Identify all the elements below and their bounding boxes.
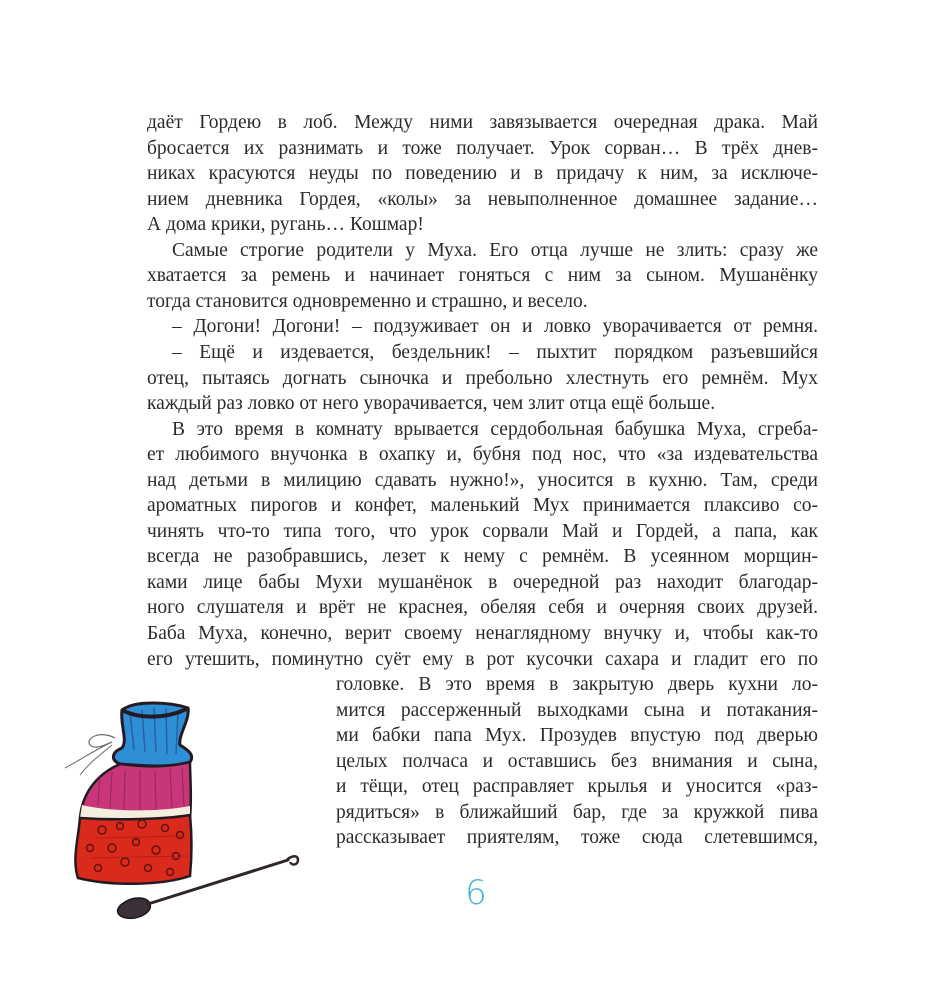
text-line: чинять что-то типа того, что урок сорвали Май и Гордей, а папа, как: [147, 520, 818, 542]
text-line: ароматных пирогов и конфет, маленький Мух принимается плаксиво со-: [147, 495, 818, 517]
text-line: – Ещё и издевается, бездельник! – пыхтит порядком разъевшийся: [172, 341, 818, 363]
page-number: 6: [465, 873, 487, 913]
text-line: ет любимого внучонка в охапку и, бубня под нос, что «за издевательства: [147, 444, 818, 466]
text-line: ми бабки папа Мух. Прозудев впустую под дверью: [336, 725, 818, 747]
text-line: никах красуются неуды по поведению и в придачу к ним, за исключе-: [147, 163, 818, 185]
text-line: тогда становится одновременно и страшно, и весело.: [147, 290, 588, 312]
text-line: всегда не разобравшись, лезет к нему с ремнём. В усеянном морщин-: [147, 546, 818, 568]
text-line: над детьми в милицию сдавать нужно!», уносится в кухню. Там, среди: [147, 469, 818, 491]
text-line: нием дневника Гордея, «колы» за невыполненное домашнее задание…: [147, 188, 818, 210]
text-line: бросается их разнимать и тоже получает. Урок сорван… В трёх днев-: [147, 137, 818, 159]
text-line: целых полчаса и оставшись без внимания и сына,: [336, 750, 818, 772]
text-line: В это время в комнату врывается сердобольная бабушка Муха, сгреба-: [172, 418, 818, 440]
text-line: Самые строгие родители у Муха. Его отца лучше не злить: сразу же: [172, 239, 818, 261]
text-line: – Догони! Догони! – подзуживает он и ловко уворачивается от ремня.: [172, 316, 818, 338]
text-line: Баба Муха, конечно, верит своему ненаглядному внучку и, чтобы как-то: [147, 623, 818, 644]
text-line: головке. В это время в закрытую дверь кухни ло-: [336, 674, 818, 696]
text-line: ками лице бабы Мухи мушанёнок в очередной раз находит благодар-: [147, 571, 818, 593]
text-line: отец, пытаясь догнать сыночка и пребольно хлестнуть его ремнём. Мух: [147, 367, 818, 389]
text-line: хватается за ремень и начинает гоняться с ним за сыном. Мушанёнку: [147, 265, 818, 287]
jam-jar-illustration: [50, 690, 320, 930]
text-line: ного слушателя и врёт не краснея, обеляя себя и очерняя своих друзей.: [147, 597, 818, 619]
text-line: и тёщи, отец расправляет крылья и уносится «раз-: [336, 776, 818, 798]
jam-jar-icon: [65, 703, 192, 884]
text-line: даёт Гордею в лоб. Между ними завязывается очередная драка. Май: [147, 112, 818, 133]
text-line: мится рассерженный выходками сына и потакания-: [336, 699, 818, 721]
text-line: рядиться» в ближайший бар, где за кружкой пива: [336, 801, 818, 823]
text-line: каждый раз ловко от него уворачивается, чем злит отца ещё больше.: [147, 393, 716, 415]
text-line: рассказывает приятелям, тоже сюда слетевшимся,: [336, 827, 818, 849]
text-line: его утешить, поминутно суёт ему в рот кусочки сахара и гладит его по: [147, 648, 818, 670]
text-line: А дома крики, ругань… Кошмар!: [147, 214, 424, 236]
